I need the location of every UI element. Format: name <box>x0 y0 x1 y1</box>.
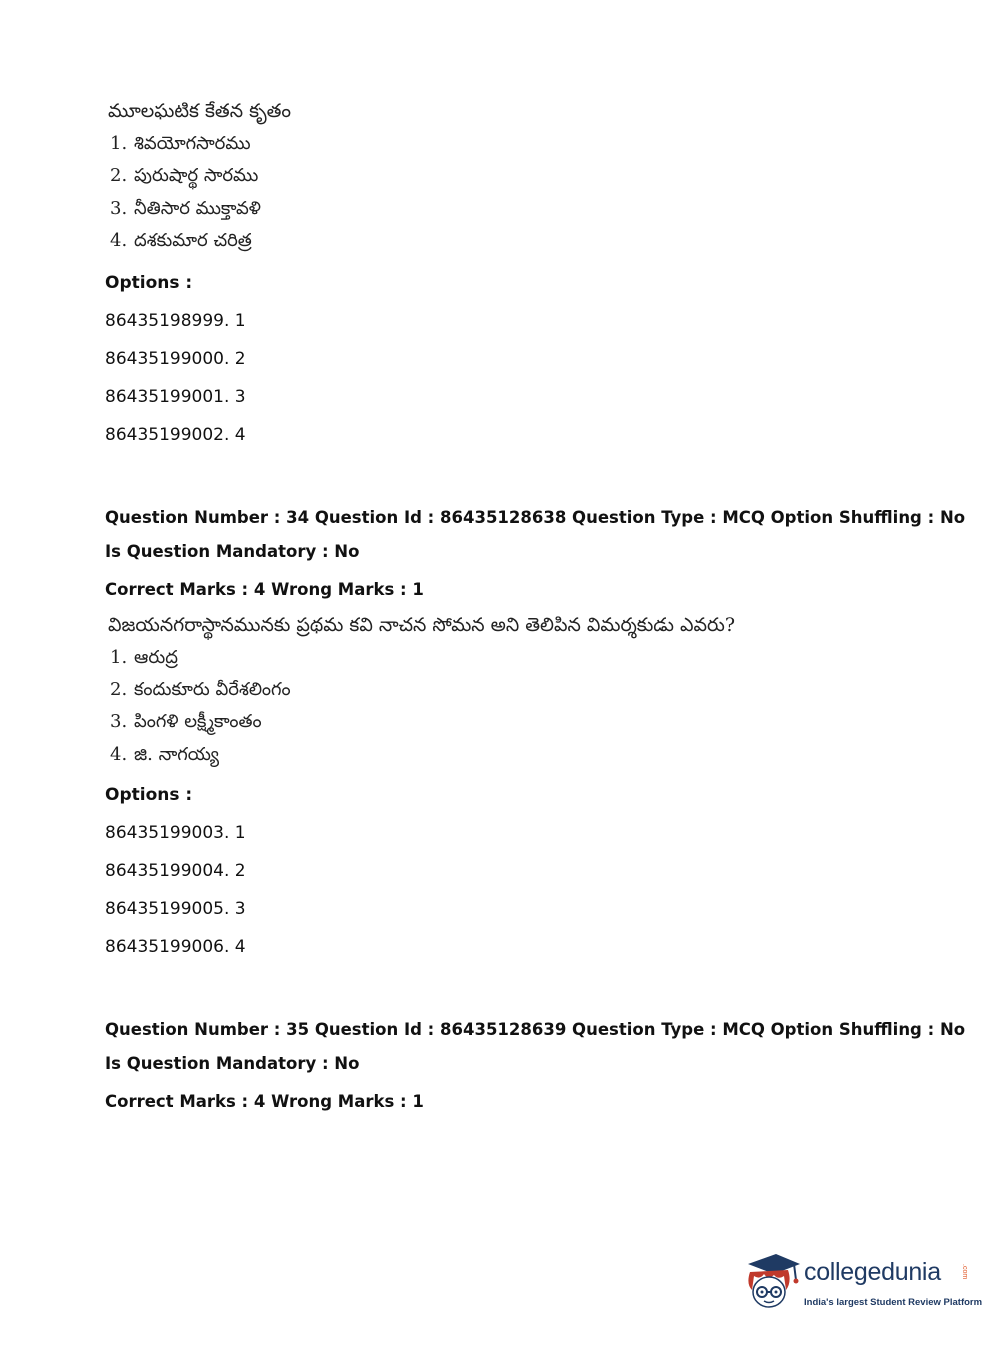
q35-mandatory: Is Question Mandatory : No <box>105 1054 360 1073</box>
option-id-4-prev: 86435199002. 4 <box>105 425 246 445</box>
option-id-3-prev: 86435199001. 3 <box>105 387 246 407</box>
q35-marks: Correct Marks : 4 Wrong Marks : 1 <box>105 1092 424 1111</box>
q35-header: Question Number : 35 Question Id : 86435128639 Question Type : MCQ Option Shuffling : No <box>105 1020 966 1039</box>
q34-mandatory: Is Question Mandatory : No <box>105 542 360 561</box>
option-id-2-prev: 86435199000. 2 <box>105 349 246 369</box>
q34-choice-1: 1. ఆరుద్ర <box>110 647 178 668</box>
q34-option-id-4: 86435199006. 4 <box>105 937 246 957</box>
q34-choice-3: 3. పింగళి లక్ష్మీకాంతం <box>110 711 262 732</box>
q34-option-id-1: 86435199003. 1 <box>105 823 246 843</box>
mascot-icon <box>742 1250 804 1312</box>
logo-tagline: India's largest Student Review Platform <box>804 1297 983 1308</box>
option-id-1-prev: 86435198999. 1 <box>105 311 246 331</box>
q34-choice-2: 2. కందుకూరు వీరేశలింగం <box>110 679 291 700</box>
options-label-prev: Options : <box>105 273 193 293</box>
choice-1-prev: 1. శివయోగసారము <box>110 133 251 154</box>
q34-options-label: Options : <box>105 785 193 805</box>
q34-choice-4: 4. జి. నాగయ్య <box>110 744 219 765</box>
q34-option-id-3: 86435199005. 3 <box>105 899 246 919</box>
q34-option-id-2: 86435199004. 2 <box>105 861 246 881</box>
choice-2-prev: 2. పురుషార్థ సారము <box>110 165 259 186</box>
question-text-prev: మూలఘటిక కేతన కృతం <box>108 100 292 122</box>
q34-question-text: విజయనగరాస్థానమునకు ప్రథమ కవి నాచన సోమన అని తెలిపిన విమర్శకుడు ఎవరు? <box>108 614 736 636</box>
q34-header: Question Number : 34 Question Id : 86435128638 Question Type : MCQ Option Shuffling : No <box>105 508 966 527</box>
logo-wordmark: collegedunia <box>804 1258 941 1286</box>
logo-com: .com <box>961 1264 968 1280</box>
choice-4-prev: 4. దశకుమార చరిత్ర <box>110 230 252 251</box>
choice-3-prev: 3. నీతిసార ముక్తావళి <box>110 198 261 219</box>
collegedunia-logo <box>742 1250 983 1316</box>
q34-marks: Correct Marks : 4 Wrong Marks : 1 <box>105 580 424 599</box>
